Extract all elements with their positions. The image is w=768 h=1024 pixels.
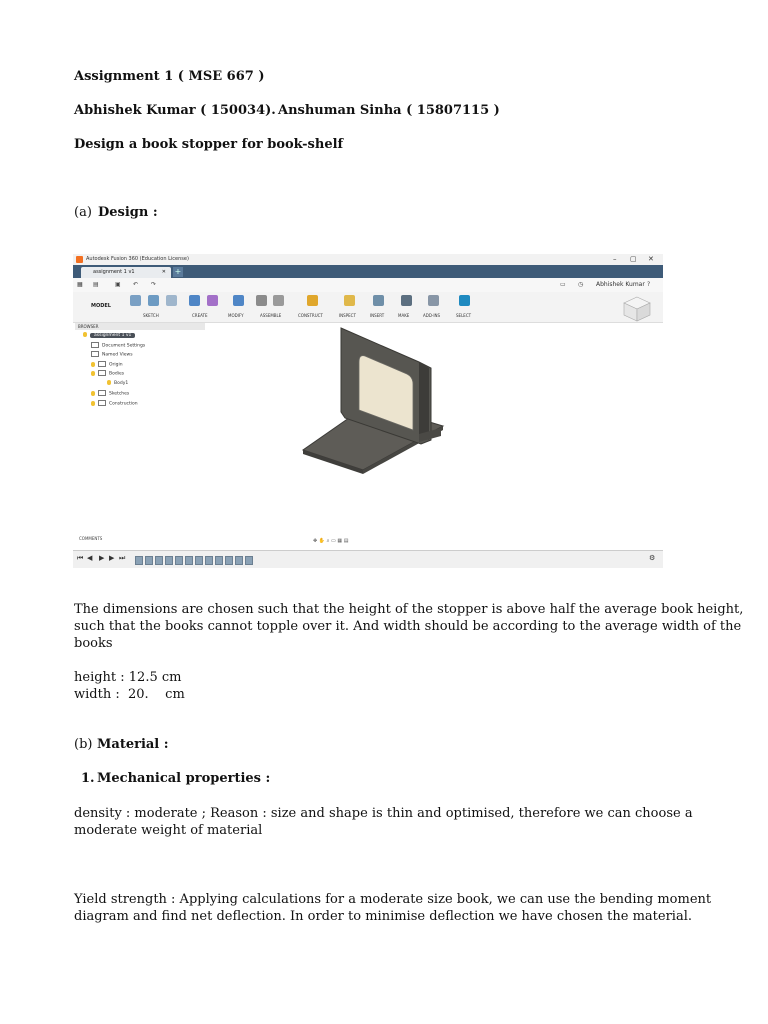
rectangle-icon[interactable] (166, 295, 177, 306)
ribbon-make[interactable]: MAKE (398, 313, 410, 318)
addins-icon[interactable] (428, 295, 439, 306)
assemble-icon[interactable] (273, 295, 284, 306)
extrude-icon[interactable] (189, 295, 200, 306)
yield-paragraph (74, 891, 712, 925)
browser-item-construction[interactable] (91, 400, 138, 407)
file-icon[interactable]: ▤ (93, 281, 99, 288)
save-icon[interactable]: ▣ (115, 281, 121, 288)
timeline-feature[interactable] (225, 556, 233, 565)
sketch-icon[interactable] (130, 295, 141, 306)
timeline-feature[interactable] (245, 556, 253, 565)
viewport-icon[interactable]: ▤ (343, 538, 349, 544)
window-title: Autodesk Fusion 360 (Education License) (86, 256, 189, 262)
window-title-bar (73, 254, 663, 265)
settings-icon (91, 342, 99, 348)
dimensions-paragraph (74, 601, 744, 652)
plane-icon[interactable] (307, 295, 318, 306)
ribbon-create[interactable]: CREATE (192, 313, 208, 318)
modify-icon[interactable] (233, 295, 244, 306)
fusion-app-icon (76, 256, 83, 263)
assignment-title: Assignment 1 ( MSE 667 ) (74, 69, 265, 84)
measure-icon[interactable] (344, 295, 355, 306)
density-line-1: density : moderate ; Reason : size and shape is thin and optimised, therefore we can choose a (74, 806, 693, 821)
comments-panel[interactable] (73, 534, 208, 544)
view-cube-icon[interactable] (621, 294, 653, 324)
timeline-bar (73, 550, 663, 568)
quick-access-bar (73, 278, 663, 292)
folder-icon (98, 361, 106, 367)
timeline-feature[interactable] (185, 556, 193, 565)
new-tab-icon[interactable]: + (174, 267, 182, 276)
select-icon[interactable] (459, 295, 470, 306)
browser-panel (73, 322, 208, 412)
ribbon-assemble[interactable]: ASSEMBLE (260, 313, 282, 318)
form-icon[interactable] (207, 295, 218, 306)
display-icon[interactable]: ▭ (331, 538, 336, 544)
document-tab-bar (73, 265, 663, 278)
insert-image-icon[interactable] (373, 295, 384, 306)
browser-item-document-settings[interactable] (91, 342, 145, 349)
go-to-start-icon[interactable]: ⏮ (77, 554, 84, 562)
chat-icon[interactable]: ▭ (560, 281, 566, 288)
visibility-bulb-icon[interactable] (83, 332, 87, 337)
section-a-marker: (a) (74, 205, 92, 220)
visibility-bulb-icon[interactable] (91, 391, 95, 396)
fusion360-screenshot (73, 254, 663, 568)
browser-item-label: Body1 (114, 381, 129, 386)
browser-title: BROWSER (78, 324, 99, 329)
folder-icon (91, 351, 99, 357)
comments-label: COMMENTS (79, 536, 103, 541)
pan-icon[interactable]: ✋ (318, 538, 326, 544)
timeline-feature[interactable] (235, 556, 243, 565)
subsection-title: Mechanical properties : (97, 771, 271, 786)
browser-item-sketches[interactable] (91, 390, 129, 397)
section-b-title: Material : (97, 737, 169, 752)
browser-item-origin[interactable] (91, 361, 123, 368)
timeline-feature[interactable] (165, 556, 173, 565)
user-name[interactable]: Abhishek Kumar (596, 281, 645, 288)
line-icon[interactable] (148, 295, 159, 306)
zoom-icon[interactable]: ⌕ (326, 538, 330, 544)
ribbon-insert[interactable]: INSERT (370, 313, 385, 318)
go-to-end-icon[interactable]: ⏭ (119, 554, 126, 562)
tab-close-icon[interactable]: ✕ (161, 269, 166, 275)
ribbon-inspect[interactable]: INSPECT (339, 313, 356, 318)
make-icon[interactable] (401, 295, 412, 306)
browser-root[interactable] (83, 332, 135, 338)
undo-icon[interactable]: ↶ (133, 281, 139, 288)
browser-root-label: assignment 1 v1 (90, 333, 135, 338)
browser-item-label: Document Settings (102, 343, 146, 349)
browser-item-label: Bodies (109, 371, 125, 377)
measurements (74, 669, 704, 703)
workspace-switcher[interactable]: MODEL (91, 303, 111, 309)
browser-item-label: Sketches (109, 391, 130, 397)
timeline-settings-icon[interactable]: ⚙ (649, 554, 656, 562)
redo-icon[interactable]: ↷ (151, 281, 157, 288)
timeline-feature[interactable] (155, 556, 163, 565)
density-line-2: moderate weight of material (74, 823, 263, 838)
yield-line-1: Yield strength : Applying calculations for a moderate size book, we can use the bending moment (74, 892, 712, 907)
browser-item-label: Named Views (102, 352, 133, 358)
subsection-number: 1. (81, 771, 95, 786)
grid-display-icon[interactable]: ▦ (337, 538, 343, 544)
author-2: Anshuman Sinha ( 15807115 ) (278, 103, 500, 118)
task-heading: Design a book stopper for book-shelf (74, 137, 344, 152)
grid-icon[interactable]: ▦ (77, 281, 83, 288)
ribbon-select[interactable]: SELECT (456, 313, 472, 318)
browser-item-label: Origin (109, 362, 123, 368)
ribbon-modify[interactable]: MODIFY (228, 313, 244, 318)
navigation-bar (313, 538, 423, 546)
visibility-bulb-icon[interactable] (91, 362, 95, 367)
step-back-icon[interactable]: ◀ (87, 554, 93, 562)
author-1: Abhishek Kumar ( 150034). (74, 103, 276, 118)
timeline-feature[interactable] (205, 556, 213, 565)
close-icon[interactable]: ✕ (648, 255, 654, 263)
density-paragraph (74, 805, 704, 839)
dimensions-line-2: such that the books cannot topple over it. And width should be according to the average width of the (74, 619, 742, 634)
section-b-marker: (b) (74, 737, 93, 752)
maximize-icon[interactable]: ▢ (630, 255, 637, 263)
height-value: height : 12.5 cm (74, 670, 182, 685)
visibility-bulb-icon[interactable] (107, 380, 111, 385)
browser-item-bodies[interactable] (91, 370, 124, 377)
orbit-icon[interactable]: ✥ (313, 538, 318, 544)
toolbar-ribbon (73, 292, 663, 323)
timeline-feature[interactable] (135, 556, 143, 565)
visibility-bulb-icon[interactable] (91, 401, 95, 406)
width-value: width : 20. cm (74, 687, 185, 702)
browser-item-body1[interactable] (107, 380, 128, 386)
folder-icon (98, 390, 106, 396)
timeline-feature[interactable] (195, 556, 203, 565)
joint-icon[interactable] (256, 295, 267, 306)
step-forward-icon[interactable]: ▶ (109, 554, 115, 562)
play-icon[interactable]: ▶ (99, 554, 105, 562)
dimensions-line-1: The dimensions are chosen such that the height of the stopper is above half the average book height, (74, 602, 744, 617)
help-icon[interactable]: ? (647, 281, 651, 288)
document-tab-label: assignment 1 v1 (93, 269, 135, 275)
timeline-feature[interactable] (145, 556, 153, 565)
ribbon-sketch[interactable]: SKETCH (143, 313, 159, 318)
dimensions-line-3: books (74, 636, 113, 651)
minimize-icon[interactable]: – (613, 255, 617, 263)
ribbon-construct[interactable]: CONSTRUCT (298, 313, 323, 318)
browser-header[interactable] (75, 323, 205, 330)
document-tab[interactable] (81, 267, 171, 278)
ribbon-addins[interactable]: ADD-INS (423, 313, 441, 318)
folder-icon (98, 370, 106, 376)
section-a-title: Design : (98, 205, 158, 220)
browser-item-label: Construction (109, 401, 138, 407)
timeline-feature[interactable] (215, 556, 223, 565)
folder-icon (98, 400, 106, 406)
yield-line-2: diagram and find net deflection. In order to minimise deflection we have chosen the material. (74, 909, 693, 924)
timeline-feature[interactable] (175, 556, 183, 565)
visibility-bulb-icon[interactable] (91, 371, 95, 376)
clock-icon[interactable]: ◷ (578, 281, 584, 288)
browser-item-named-views[interactable] (91, 351, 133, 358)
